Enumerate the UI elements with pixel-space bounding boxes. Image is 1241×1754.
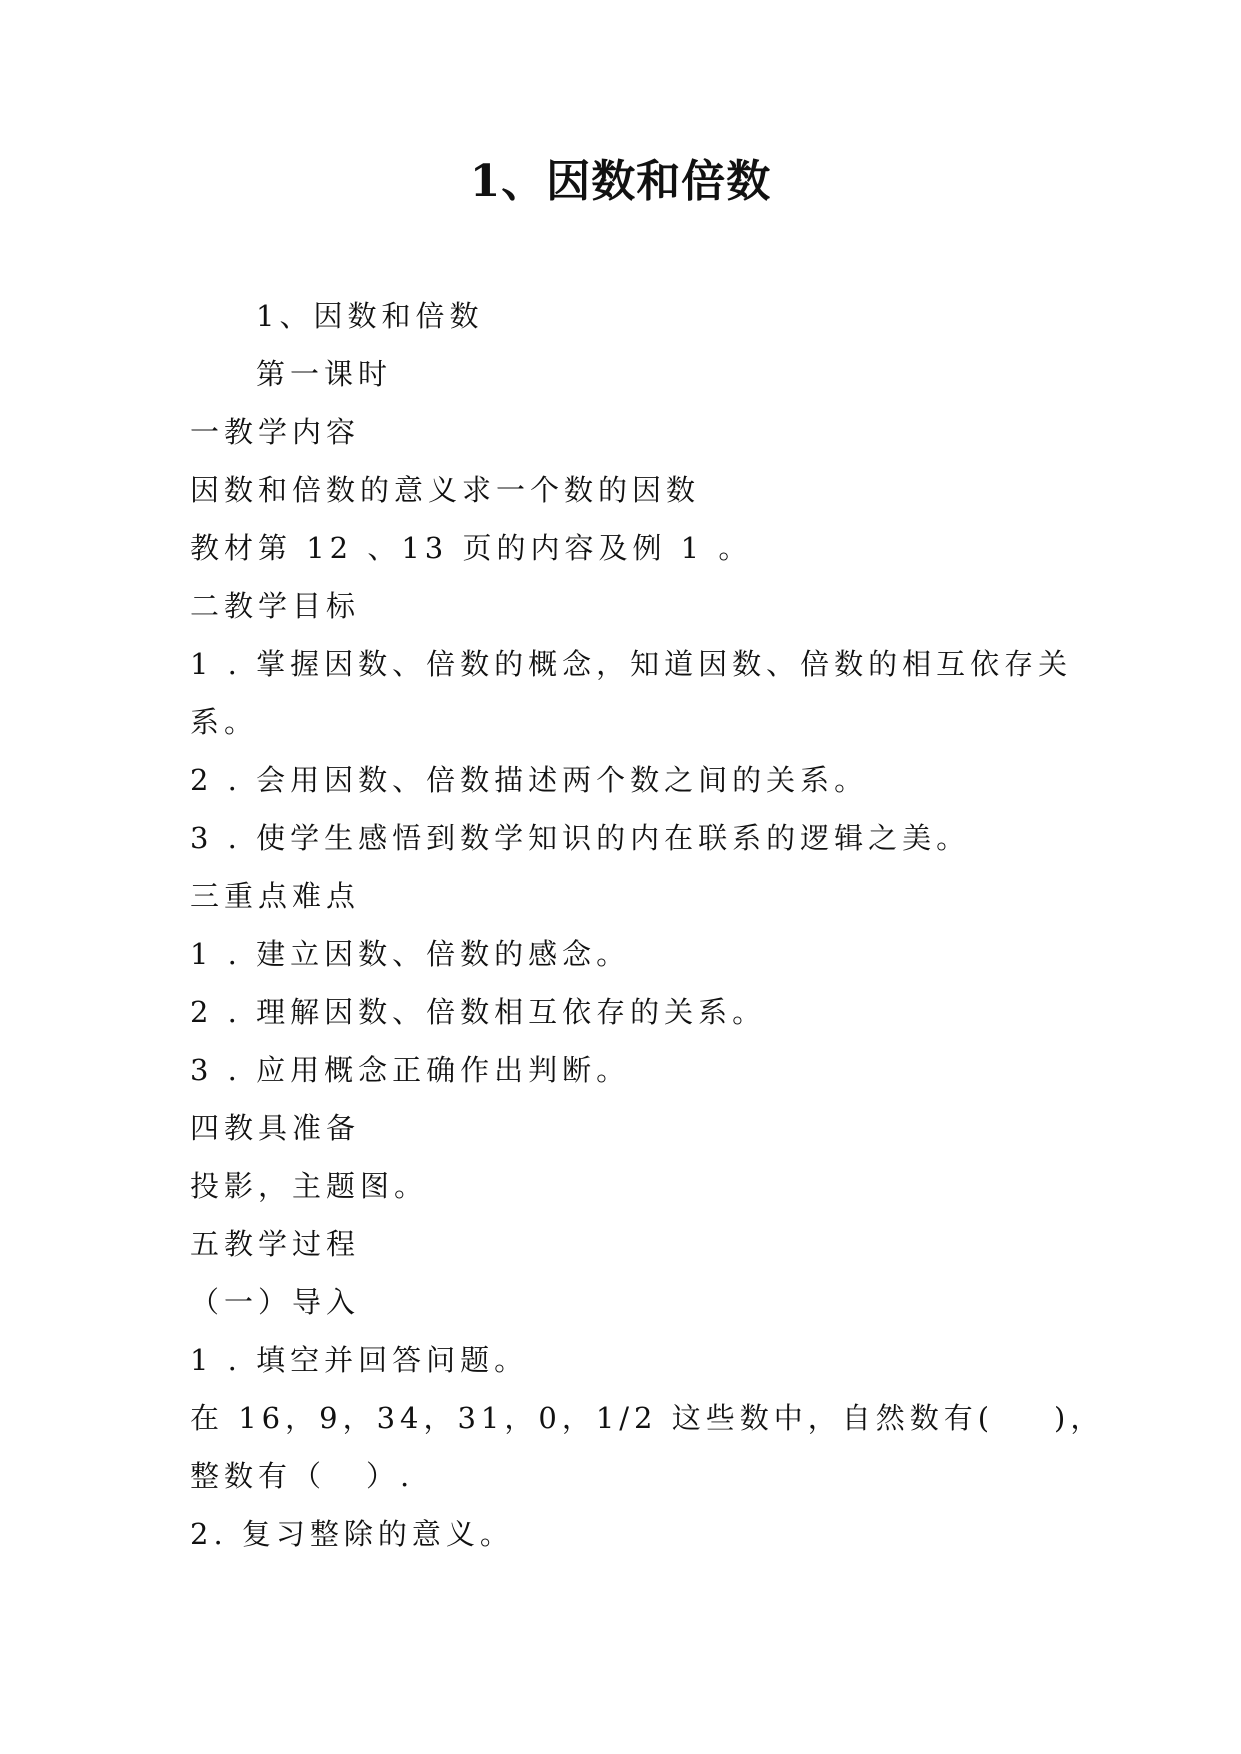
document-title: 1、因数和倍数 bbox=[469, 156, 772, 207]
section-heading: 五教学过程 bbox=[190, 1227, 361, 1261]
paragraph-line: 投影，主题图。 bbox=[190, 1169, 429, 1203]
list-item: 3 . 应用概念正确作出判断。 bbox=[190, 1053, 631, 1087]
list-item-continuation: 系。 bbox=[190, 705, 259, 739]
exercise-text: ）. bbox=[366, 1459, 415, 1493]
paragraph-line: 因数和倍数的意义求一个数的因数 bbox=[190, 473, 701, 507]
list-item: 1 . 掌握因数、倍数的概念，知道因数、倍数的相互依存关 bbox=[190, 647, 1073, 681]
exercise-line bbox=[190, 1389, 1105, 1447]
paragraph-line: 教材第 12 、13 页的内容及例 1 。 bbox=[190, 531, 753, 565]
list-item: 2 . 会用因数、倍数描述两个数之间的关系。 bbox=[190, 763, 869, 797]
list-item: 3 . 使学生感悟到数学知识的内在联系的逻辑之美。 bbox=[190, 821, 971, 855]
section-heading: 二教学目标 bbox=[190, 589, 361, 623]
subsection-heading: （一）导入 bbox=[190, 1285, 361, 1319]
exercise-text: 在 16，9，34，31，0，1/2 这些数中，自然数有( bbox=[190, 1401, 995, 1435]
lesson-heading: 1、因数和倍数 bbox=[256, 299, 484, 333]
section-heading: 三重点难点 bbox=[190, 879, 361, 913]
section-heading: 一教学内容 bbox=[190, 415, 361, 449]
document-body bbox=[190, 287, 1105, 1563]
list-item: 2 . 理解因数、倍数相互依存的关系。 bbox=[190, 995, 767, 1029]
section-heading: 四教具准备 bbox=[190, 1111, 361, 1145]
exercise-text: 整数有（ bbox=[190, 1459, 327, 1493]
exercise-text: )， bbox=[1054, 1401, 1105, 1435]
list-item: 1 . 填空并回答问题。 bbox=[190, 1343, 529, 1377]
list-item: 2. 复习整除的意义。 bbox=[190, 1517, 514, 1551]
lesson-period: 第一课时 bbox=[256, 357, 393, 391]
exercise-line bbox=[190, 1447, 1070, 1505]
list-item: 1 . 建立因数、倍数的感念。 bbox=[190, 937, 631, 971]
